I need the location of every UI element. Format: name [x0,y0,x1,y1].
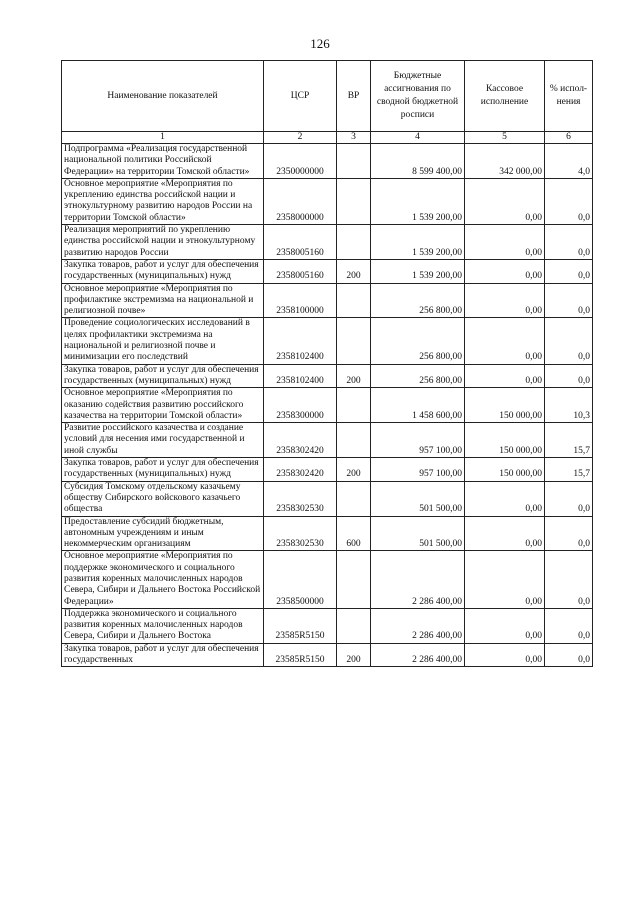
cell-executed: 342 000,00 [465,144,545,179]
table-row [62,481,593,516]
cell-budget: 256 800,00 [371,364,465,388]
cell-csr: 23585R5150 [264,608,337,643]
cell-budget: 8 599 400,00 [371,144,465,179]
cell-vr [337,225,371,260]
cell-csr: 2358500000 [264,551,337,608]
cell-percent: 0,0 [545,283,593,318]
header-csr: ЦСР [264,61,337,132]
table-row [62,643,593,667]
cell-budget: 256 800,00 [371,318,465,364]
cell-budget: 2 286 400,00 [371,551,465,608]
cell-vr [337,283,371,318]
cell-csr: 2358300000 [264,388,337,423]
cell-indicator-name: Предоставление субсидий бюджетным, автономным учреждениям и иным некоммерческим организациям [62,516,264,551]
cell-indicator-name: Подпрограмма «Реализация государственной национальной политики Российской Федерации» на территории Томской области» [62,144,264,179]
cell-vr [337,608,371,643]
cell-executed: 0,00 [465,551,545,608]
cell-indicator-name: Основное мероприятие «Мероприятия по профилактике экстремизма на национальной и религиозной почве» [62,283,264,318]
column-numbers-row [62,132,593,144]
cell-vr [337,144,371,179]
cell-indicator-name: Реализация мероприятий по укреплению единства российской нации и этнокультурному развитию народов России [62,225,264,260]
column-number: 6 [545,132,593,144]
cell-budget: 1 539 200,00 [371,178,465,224]
cell-indicator-name: Основное мероприятие «Мероприятия по поддержке экономического и социального развития коренных малочисленных народов Севера, Сибири и Дальнего Востока Российской Федерации» [62,551,264,608]
cell-percent: 0,0 [545,516,593,551]
table-row [62,551,593,608]
cell-csr: 2358302420 [264,423,337,458]
cell-budget: 1 458 600,00 [371,388,465,423]
cell-executed: 0,00 [465,318,545,364]
cell-executed: 150 000,00 [465,458,545,482]
table-row [62,259,593,283]
table-row [62,318,593,364]
cell-csr: 2358100000 [264,283,337,318]
cell-executed: 0,00 [465,481,545,516]
cell-csr: 23585R5150 [264,643,337,667]
table-row [62,608,593,643]
cell-percent: 0,0 [545,225,593,260]
cell-percent: 4,0 [545,144,593,179]
cell-percent: 15,7 [545,423,593,458]
cell-vr: 600 [337,516,371,551]
header-vr: ВР [337,61,371,132]
cell-budget: 2 286 400,00 [371,608,465,643]
column-number: 2 [264,132,337,144]
cell-executed: 0,00 [465,283,545,318]
table-row [62,423,593,458]
cell-percent: 0,0 [545,608,593,643]
table-row [62,144,593,179]
header-cash-execution: Кассовое исполнение [465,61,545,132]
table-header-row [62,61,593,132]
table-row [62,225,593,260]
column-number: 3 [337,132,371,144]
table-row [62,516,593,551]
cell-budget: 256 800,00 [371,283,465,318]
cell-indicator-name: Субсидия Томскому отдельскому казачьему обществу Сибирского войскового казачьего общества [62,481,264,516]
cell-vr: 200 [337,643,371,667]
cell-executed: 0,00 [465,608,545,643]
cell-executed: 0,00 [465,259,545,283]
cell-vr [337,178,371,224]
cell-csr: 2358102400 [264,318,337,364]
cell-percent: 10,3 [545,388,593,423]
cell-vr [337,318,371,364]
table-row [62,178,593,224]
cell-indicator-name: Развитие российского казачества и создание условий для несения ими государственной и иной службы [62,423,264,458]
cell-csr: 2358000000 [264,178,337,224]
cell-indicator-name: Закупка товаров, работ и услуг для обеспечения государственных (муниципальных) нужд [62,364,264,388]
cell-vr [337,423,371,458]
header-indicator-name: Наименование показателей [62,61,264,132]
cell-indicator-name: Закупка товаров, работ и услуг для обеспечения государственных (муниципальных) нужд [62,458,264,482]
cell-executed: 0,00 [465,643,545,667]
cell-budget: 2 286 400,00 [371,643,465,667]
cell-executed: 0,00 [465,364,545,388]
cell-vr: 200 [337,458,371,482]
header-budget-allocations: Бюджетные ассигнования по сводной бюджетной росписи [371,61,465,132]
cell-csr: 2358302420 [264,458,337,482]
cell-executed: 150 000,00 [465,388,545,423]
cell-percent: 0,0 [545,318,593,364]
table-row [62,283,593,318]
cell-budget: 501 500,00 [371,481,465,516]
cell-vr [337,551,371,608]
cell-executed: 0,00 [465,225,545,260]
cell-percent: 0,0 [545,178,593,224]
cell-percent: 0,0 [545,643,593,667]
cell-csr: 2350000000 [264,144,337,179]
cell-indicator-name: Основное мероприятие «Мероприятия по оказанию содействия развитию российского казачества на территории Томской области» [62,388,264,423]
cell-vr [337,481,371,516]
cell-budget: 1 539 200,00 [371,225,465,260]
cell-executed: 0,00 [465,178,545,224]
cell-percent: 0,0 [545,551,593,608]
cell-indicator-name: Проведение социологических исследований в целях профилактики экстремизма на национальной и религиозной почве и минимизации его последствий [62,318,264,364]
cell-csr: 2358005160 [264,259,337,283]
page-number: 126 [310,36,330,51]
cell-budget: 957 100,00 [371,458,465,482]
cell-indicator-name: Поддержка экономического и социального развития коренных малочисленных народов Севера, Сибири и Дальнего Востока [62,608,264,643]
cell-executed: 0,00 [465,516,545,551]
cell-csr: 2358102400 [264,364,337,388]
cell-percent: 0,0 [545,364,593,388]
cell-percent: 0,0 [545,259,593,283]
column-number: 5 [465,132,545,144]
cell-csr: 2358302530 [264,481,337,516]
budget-execution-table [61,60,593,667]
cell-vr: 200 [337,259,371,283]
cell-csr: 2358302530 [264,516,337,551]
cell-vr: 200 [337,364,371,388]
table-row [62,458,593,482]
cell-indicator-name: Основное мероприятие «Мероприятия по укреплению единства российской нации и этнокультурному развитию народов России на территории Томской области» [62,178,264,224]
cell-executed: 150 000,00 [465,423,545,458]
table-row [62,364,593,388]
cell-percent: 15,7 [545,458,593,482]
table-row [62,388,593,423]
cell-csr: 2358005160 [264,225,337,260]
cell-budget: 1 539 200,00 [371,259,465,283]
cell-percent: 0,0 [545,481,593,516]
cell-vr [337,388,371,423]
cell-budget: 957 100,00 [371,423,465,458]
cell-indicator-name: Закупка товаров, работ и услуг для обеспечения государственных [62,643,264,667]
header-execution-percent: % испол-нения [545,61,593,132]
cell-budget: 501 500,00 [371,516,465,551]
column-number: 4 [371,132,465,144]
column-number: 1 [62,132,264,144]
cell-indicator-name: Закупка товаров, работ и услуг для обеспечения государственных (муниципальных) нужд [62,259,264,283]
